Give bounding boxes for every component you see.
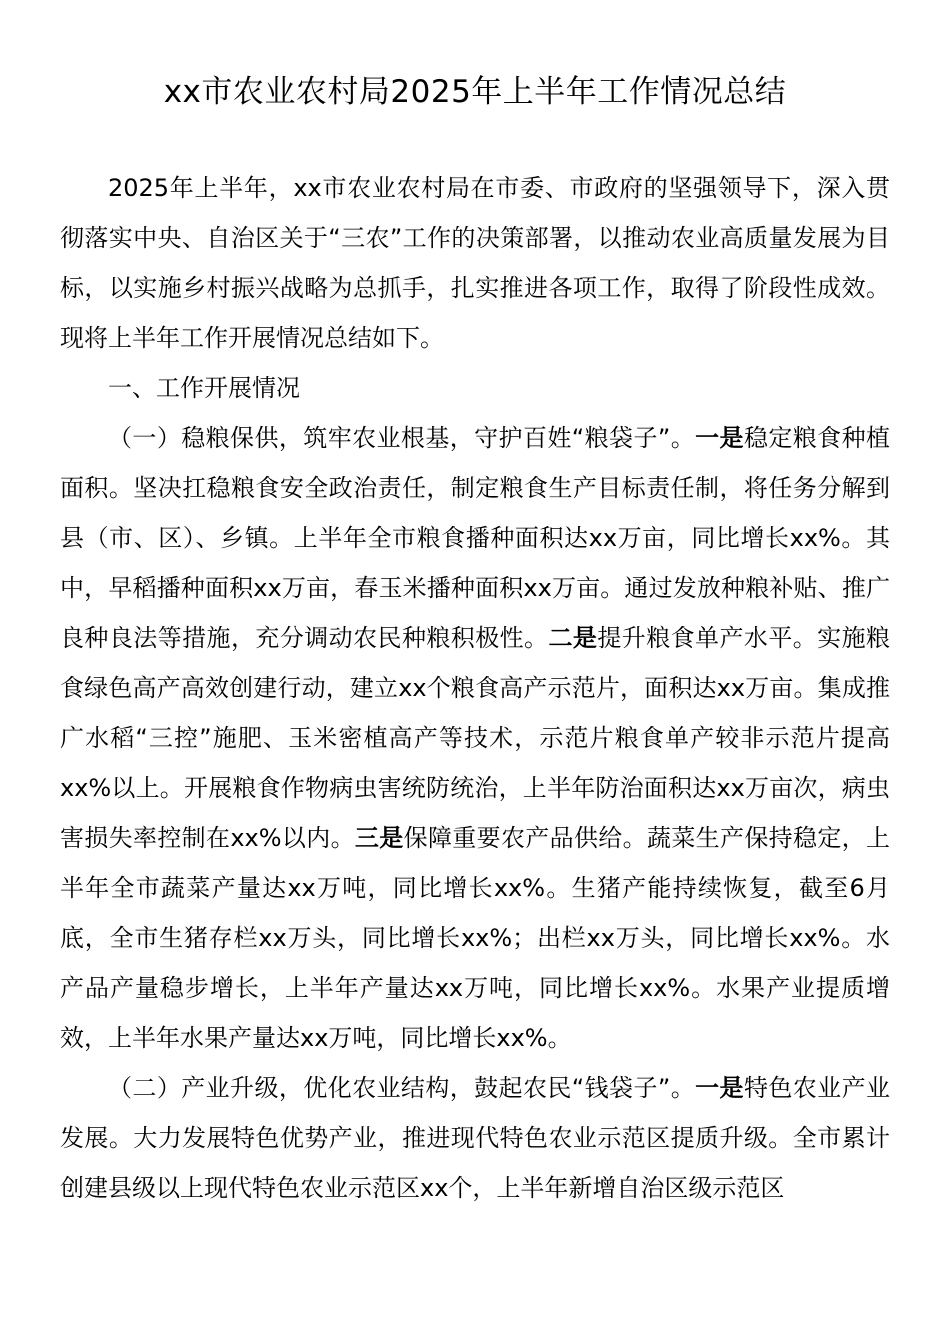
part2-text-1: 特色农业产业发展。大力发展特色优势产业，推进现代特色农业示范区提质升级。全市累计创建县级以上现代特色农业示范区xx个，上半年新增自治区级示范区 [60,1074,891,1202]
paragraph-part2 [60,1063,890,1213]
part1-text-2: 提升粮食单产水平。实施粮食绿色高产高效创建行动，建立xx个粮食高产示范片，面积达xx万亩。集成推广水稻“三控”施肥、玉米密植高产等技术，示范片粮食单产较非示范片提高xx%以上。开展粮食作物病虫害统防统治，上半年防治面积达xx万亩次，病虫害损失率控制在xx%以内。 [60,624,891,852]
intro-paragraph: 2025年上半年，xx市农业农村局在市委、市政府的坚强领导下，深入贯彻落实中央、自治区关于“三农”工作的决策部署，以推动农业高质量发展为目标，以实施乡村振兴战略为总抓手，扎实推进各项工作，取得了阶段性成效。现将上半年工作开展情况总结如下。 [60,174,890,352]
part1-keyword-1: 一是 [695,424,744,452]
document-title: xx市农业农村局2025年上半年工作情况总结 [163,74,787,110]
part1-keyword-2: 二是 [548,624,598,652]
part2-heading: （二）产业升级，优化农业结构，鼓起农民“钱袋子”。 [108,1074,696,1102]
part1-heading: （一）稳粮保供，筑牢农业根基，守护百姓“粮袋子”。 [108,424,696,452]
part1-text-1: 稳定粮食种植面积。坚决扛稳粮食安全政治责任，制定粮食生产目标责任制，将任务分解到县（市、区）、乡镇。上半年全市粮食播种面积达xx万亩，同比增长xx%。其中，早稻播种面积xx万亩，春玉米播种面积xx万亩。通过发放种粮补贴、推广良种良法等措施，充分调动农民种粮积极性。 [60,424,891,652]
paragraph-part1 [60,413,890,1063]
part1-text-3: 保障重要农产品供给。蔬菜生产保持稳定，上半年全市蔬菜产量达xx万吨，同比增长xx%。生猪产能持续恢复，截至6月底，全市生猪存栏xx万头，同比增长xx%；出栏xx万头，同比增长xx%。水产品产量稳步增长，上半年产量达xx万吨，同比增长xx%。水果产业提质增效，上半年水果产量达xx万吨，同比增长xx%。 [60,824,891,1052]
part2-keyword-1: 一是 [695,1074,744,1102]
document-body [60,163,890,1213]
section-heading: 一、工作开展情况 [108,374,300,402]
part1-keyword-3: 三是 [354,824,404,852]
